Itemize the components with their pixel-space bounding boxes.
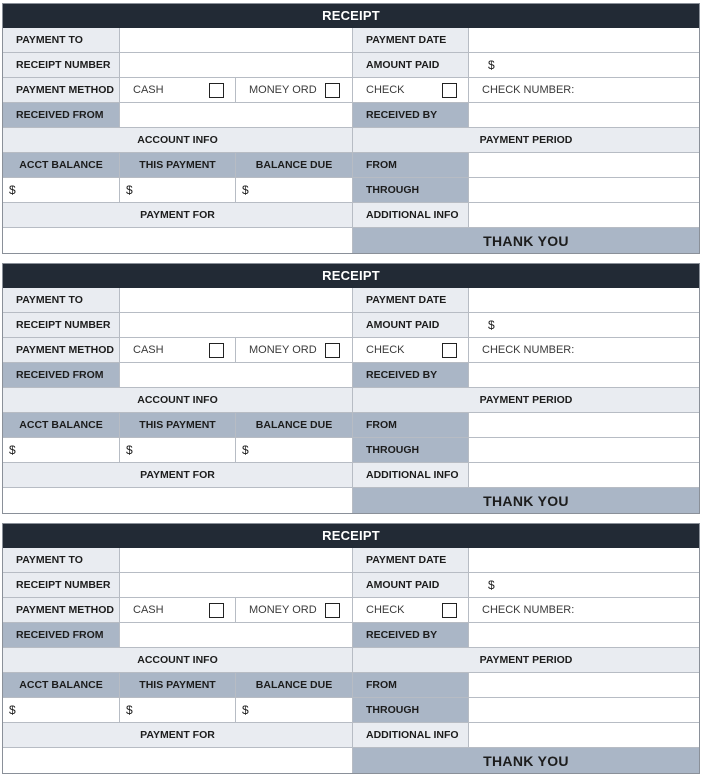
- account-info-heading: ACCOUNT INFO: [3, 648, 353, 673]
- check-number-label: CHECK NUMBER:: [482, 344, 575, 356]
- this-payment-label: THIS PAYMENT: [120, 673, 236, 698]
- balance-due-field[interactable]: $: [236, 178, 353, 203]
- check-number-field[interactable]: [469, 78, 699, 103]
- through-label: THROUGH: [353, 698, 469, 723]
- through-field[interactable]: [469, 698, 699, 723]
- additional-info-label: ADDITIONAL INFO: [353, 203, 469, 228]
- through-field[interactable]: [469, 438, 699, 463]
- cash-label: CASH: [133, 604, 164, 616]
- check-option[interactable]: [353, 598, 469, 623]
- amount-paid-label: AMOUNT PAID: [353, 53, 469, 78]
- payment-for-heading: PAYMENT FOR: [3, 723, 353, 748]
- receipt-title: RECEIPT: [3, 264, 699, 288]
- amount-paid-field[interactable]: $: [469, 573, 699, 598]
- money-order-option[interactable]: [236, 338, 353, 363]
- payment-date-field[interactable]: [469, 28, 699, 53]
- check-checkbox[interactable]: [442, 603, 457, 618]
- payment-method-label: PAYMENT METHOD: [3, 598, 120, 623]
- balance-due-label: BALANCE DUE: [236, 413, 353, 438]
- receipt-form: [2, 3, 700, 254]
- received-by-field[interactable]: [469, 103, 699, 128]
- cash-option[interactable]: [120, 78, 236, 103]
- from-label: FROM: [353, 673, 469, 698]
- check-number-field[interactable]: [469, 598, 699, 623]
- cash-checkbox[interactable]: [209, 603, 224, 618]
- received-from-label: RECEIVED FROM: [3, 623, 120, 648]
- receipt-form: [2, 523, 700, 774]
- from-field[interactable]: [469, 153, 699, 178]
- additional-info-field[interactable]: [469, 723, 699, 748]
- from-label: FROM: [353, 413, 469, 438]
- money-order-option[interactable]: [236, 78, 353, 103]
- from-label: FROM: [353, 153, 469, 178]
- check-label: CHECK: [366, 604, 405, 616]
- received-from-field[interactable]: [120, 363, 353, 388]
- acct-balance-label: ACCT BALANCE: [3, 413, 120, 438]
- cash-checkbox[interactable]: [209, 343, 224, 358]
- receipt-title: RECEIPT: [3, 4, 699, 28]
- this-payment-label: THIS PAYMENT: [120, 153, 236, 178]
- payment-for-heading: PAYMENT FOR: [3, 203, 353, 228]
- check-checkbox[interactable]: [442, 343, 457, 358]
- amount-paid-label: AMOUNT PAID: [353, 573, 469, 598]
- payment-to-label: PAYMENT TO: [3, 288, 120, 313]
- from-field[interactable]: [469, 673, 699, 698]
- money-order-option[interactable]: [236, 598, 353, 623]
- additional-info-label: ADDITIONAL INFO: [353, 463, 469, 488]
- receipt-number-label: RECEIPT NUMBER: [3, 313, 120, 338]
- payment-date-field[interactable]: [469, 288, 699, 313]
- received-from-field[interactable]: [120, 623, 353, 648]
- amount-paid-field[interactable]: $: [469, 53, 699, 78]
- payment-to-label: PAYMENT TO: [3, 28, 120, 53]
- payment-period-heading: PAYMENT PERIOD: [353, 128, 699, 153]
- check-number-label: CHECK NUMBER:: [482, 84, 575, 96]
- acct-balance-field[interactable]: $: [3, 698, 120, 723]
- balance-due-label: BALANCE DUE: [236, 153, 353, 178]
- cash-checkbox[interactable]: [209, 83, 224, 98]
- payment-date-label: PAYMENT DATE: [353, 288, 469, 313]
- payment-for-heading: PAYMENT FOR: [3, 463, 353, 488]
- money-order-checkbox[interactable]: [325, 83, 340, 98]
- receipt-number-field[interactable]: [120, 53, 353, 78]
- amount-paid-label: AMOUNT PAID: [353, 313, 469, 338]
- account-info-heading: ACCOUNT INFO: [3, 128, 353, 153]
- receipt-number-label: RECEIPT NUMBER: [3, 53, 120, 78]
- additional-info-field[interactable]: [469, 203, 699, 228]
- thank-you-banner: THANK YOU: [353, 748, 699, 773]
- account-info-heading: ACCOUNT INFO: [3, 388, 353, 413]
- receipt-title: RECEIPT: [3, 524, 699, 548]
- this-payment-field[interactable]: $: [120, 698, 236, 723]
- money-order-label: MONEY ORD: [249, 604, 317, 616]
- check-number-field[interactable]: [469, 338, 699, 363]
- payment-to-label: PAYMENT TO: [3, 548, 120, 573]
- payment-to-field[interactable]: [120, 548, 353, 573]
- payment-date-label: PAYMENT DATE: [353, 28, 469, 53]
- amount-paid-field[interactable]: $: [469, 313, 699, 338]
- balance-due-label: BALANCE DUE: [236, 673, 353, 698]
- payment-to-field[interactable]: [120, 28, 353, 53]
- balance-due-field[interactable]: $: [236, 698, 353, 723]
- receipt-number-field[interactable]: [120, 313, 353, 338]
- check-option[interactable]: [353, 78, 469, 103]
- through-label: THROUGH: [353, 178, 469, 203]
- payment-method-label: PAYMENT METHOD: [3, 78, 120, 103]
- received-by-field[interactable]: [469, 363, 699, 388]
- receipt-number-label: RECEIPT NUMBER: [3, 573, 120, 598]
- payment-period-heading: PAYMENT PERIOD: [353, 388, 699, 413]
- cash-option[interactable]: [120, 598, 236, 623]
- received-from-field[interactable]: [120, 103, 353, 128]
- check-number-label: CHECK NUMBER:: [482, 604, 575, 616]
- through-field[interactable]: [469, 178, 699, 203]
- money-order-checkbox[interactable]: [325, 603, 340, 618]
- balance-due-field[interactable]: $: [236, 438, 353, 463]
- cash-label: CASH: [133, 84, 164, 96]
- acct-balance-label: ACCT BALANCE: [3, 673, 120, 698]
- this-payment-label: THIS PAYMENT: [120, 413, 236, 438]
- payment-for-field[interactable]: [3, 488, 353, 513]
- payment-date-field[interactable]: [469, 548, 699, 573]
- check-label: CHECK: [366, 344, 405, 356]
- received-from-label: RECEIVED FROM: [3, 363, 120, 388]
- received-by-label: RECEIVED BY: [353, 103, 469, 128]
- through-label: THROUGH: [353, 438, 469, 463]
- payment-for-field[interactable]: [3, 748, 353, 773]
- received-by-label: RECEIVED BY: [353, 623, 469, 648]
- payment-to-field[interactable]: [120, 288, 353, 313]
- payment-for-field[interactable]: [3, 228, 353, 253]
- payment-date-label: PAYMENT DATE: [353, 548, 469, 573]
- acct-balance-field[interactable]: $: [3, 178, 120, 203]
- received-by-label: RECEIVED BY: [353, 363, 469, 388]
- acct-balance-field[interactable]: $: [3, 438, 120, 463]
- additional-info-field[interactable]: [469, 463, 699, 488]
- payment-method-label: PAYMENT METHOD: [3, 338, 120, 363]
- payment-period-heading: PAYMENT PERIOD: [353, 648, 699, 673]
- acct-balance-label: ACCT BALANCE: [3, 153, 120, 178]
- check-checkbox[interactable]: [442, 83, 457, 98]
- money-order-label: MONEY ORD: [249, 84, 317, 96]
- money-order-checkbox[interactable]: [325, 343, 340, 358]
- thank-you-banner: THANK YOU: [353, 488, 699, 513]
- check-label: CHECK: [366, 84, 405, 96]
- receipt-form: [2, 263, 700, 514]
- cash-label: CASH: [133, 344, 164, 356]
- thank-you-banner: THANK YOU: [353, 228, 699, 253]
- money-order-label: MONEY ORD: [249, 344, 317, 356]
- received-by-field[interactable]: [469, 623, 699, 648]
- check-option[interactable]: [353, 338, 469, 363]
- received-from-label: RECEIVED FROM: [3, 103, 120, 128]
- additional-info-label: ADDITIONAL INFO: [353, 723, 469, 748]
- this-payment-field[interactable]: $: [120, 178, 236, 203]
- receipt-number-field[interactable]: [120, 573, 353, 598]
- this-payment-field[interactable]: $: [120, 438, 236, 463]
- from-field[interactable]: [469, 413, 699, 438]
- cash-option[interactable]: [120, 338, 236, 363]
